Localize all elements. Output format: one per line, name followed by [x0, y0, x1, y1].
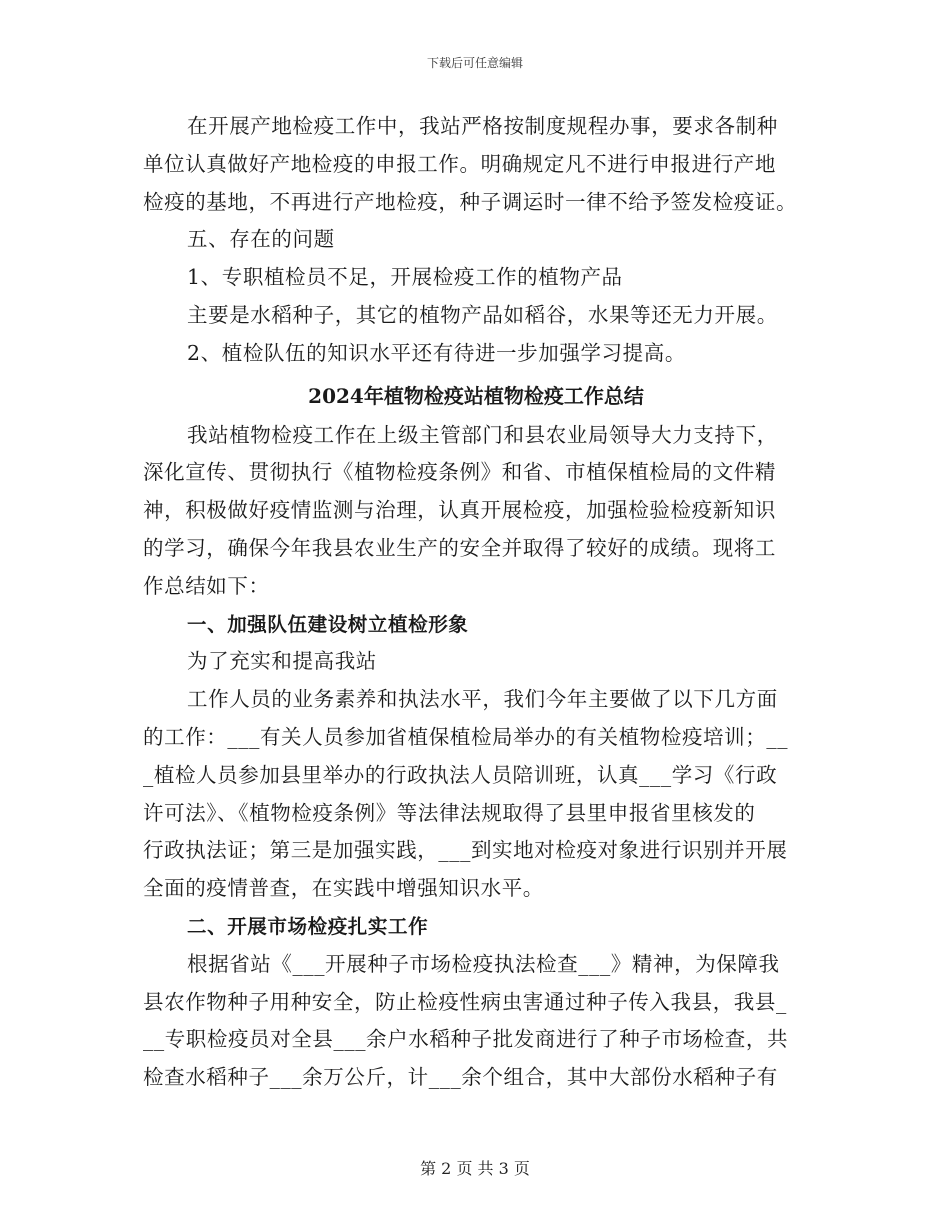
text-line: 许可法》、《植物检疫条例》等法律法规取得了县里申报省里核发的	[143, 800, 756, 825]
text-line: 在开展产地检疫工作中，我站严格按制度规程办事，要求各制种	[187, 114, 778, 138]
text-line: 的工作：___有关人员参加省植保植检局举办的有关植物检疫培训；__	[143, 724, 789, 749]
paragraph-block-4	[143, 946, 809, 1097]
text-line: 检疫的基地，不再进行产地检疫，种子调运时一律不给予签发检疫证。	[143, 189, 798, 214]
text-line: 检查水稻种子___余万公斤，计___余个组合，其中大部份水稻种子有	[143, 1065, 778, 1090]
text-line: 我站植物检疫工作在上级主管部门和县农业局领导大力支持下，	[187, 422, 778, 447]
text-line: 神，积极做好疫情监测与治理，认真开展检疫，加强检验检疫新知识	[143, 498, 776, 523]
text-line: 为了充实和提高我站	[187, 649, 377, 674]
text-line: 工作人员的业务素养和执法水平，我们今年主要做了以下几方面	[187, 687, 778, 712]
text-line: 县农作物种子用种安全，防止检疫性病虫害通过种子传入我县，我县_	[143, 989, 787, 1014]
section-heading-2: 二、开展市场检疫扎实工作	[187, 914, 429, 938]
text-line: 2、植检队伍的知识水平还有待进一步加强学习提高。	[187, 340, 686, 365]
text-line: __专职检疫员对全县___余户水稻种子批发商进行了种子市场检查，共	[143, 1027, 789, 1052]
page-header: 下载后可任意编辑	[426, 56, 523, 70]
text-line: 深化宣传、贯彻执行《植物检疫条例》和省、市植保植检局的文件精	[143, 460, 776, 485]
text-line: _植检人员参加县里举办的行政执法人员陪训班，认真___学习《行政	[143, 762, 778, 787]
paragraph-block-2	[143, 417, 809, 606]
text-line: 的学习，确保今年我县农业生产的安全并取得了较好的成绩。现将工	[143, 535, 776, 560]
text-line: 主要是水稻种子，其它的植物产品如稻谷，水果等还无力开展。	[187, 302, 778, 327]
document-title: 2024年植物检疫站植物检疫工作总结	[308, 383, 644, 408]
text-line: 根据省站《___开展种子市场检疫执法检查___》精神，为保障我	[187, 951, 780, 976]
text-line: 全面的疫情普查，在实践中增强知识水平。	[143, 876, 544, 901]
paragraph-block-1	[143, 108, 809, 373]
text-line: 单位认真做好产地检疫的申报工作。明确规定凡不进行申报进行产地	[143, 151, 776, 176]
text-line: 行政执法证；第三是加强实践，___到实地对检疫对象进行识别并开展	[143, 838, 788, 863]
text-line: 1、专职植检员不足，开展检疫工作的植物产品	[187, 265, 623, 290]
page-footer: 第 2 页 共 3 页	[420, 1159, 530, 1178]
document-body	[143, 108, 809, 1097]
paragraph-block-3	[143, 643, 809, 908]
section-heading-1: 一、加强队伍建设树立植检形象	[187, 612, 469, 636]
text-line: 五、存在的问题	[187, 227, 335, 252]
text-line: 作总结如下：	[143, 573, 270, 598]
